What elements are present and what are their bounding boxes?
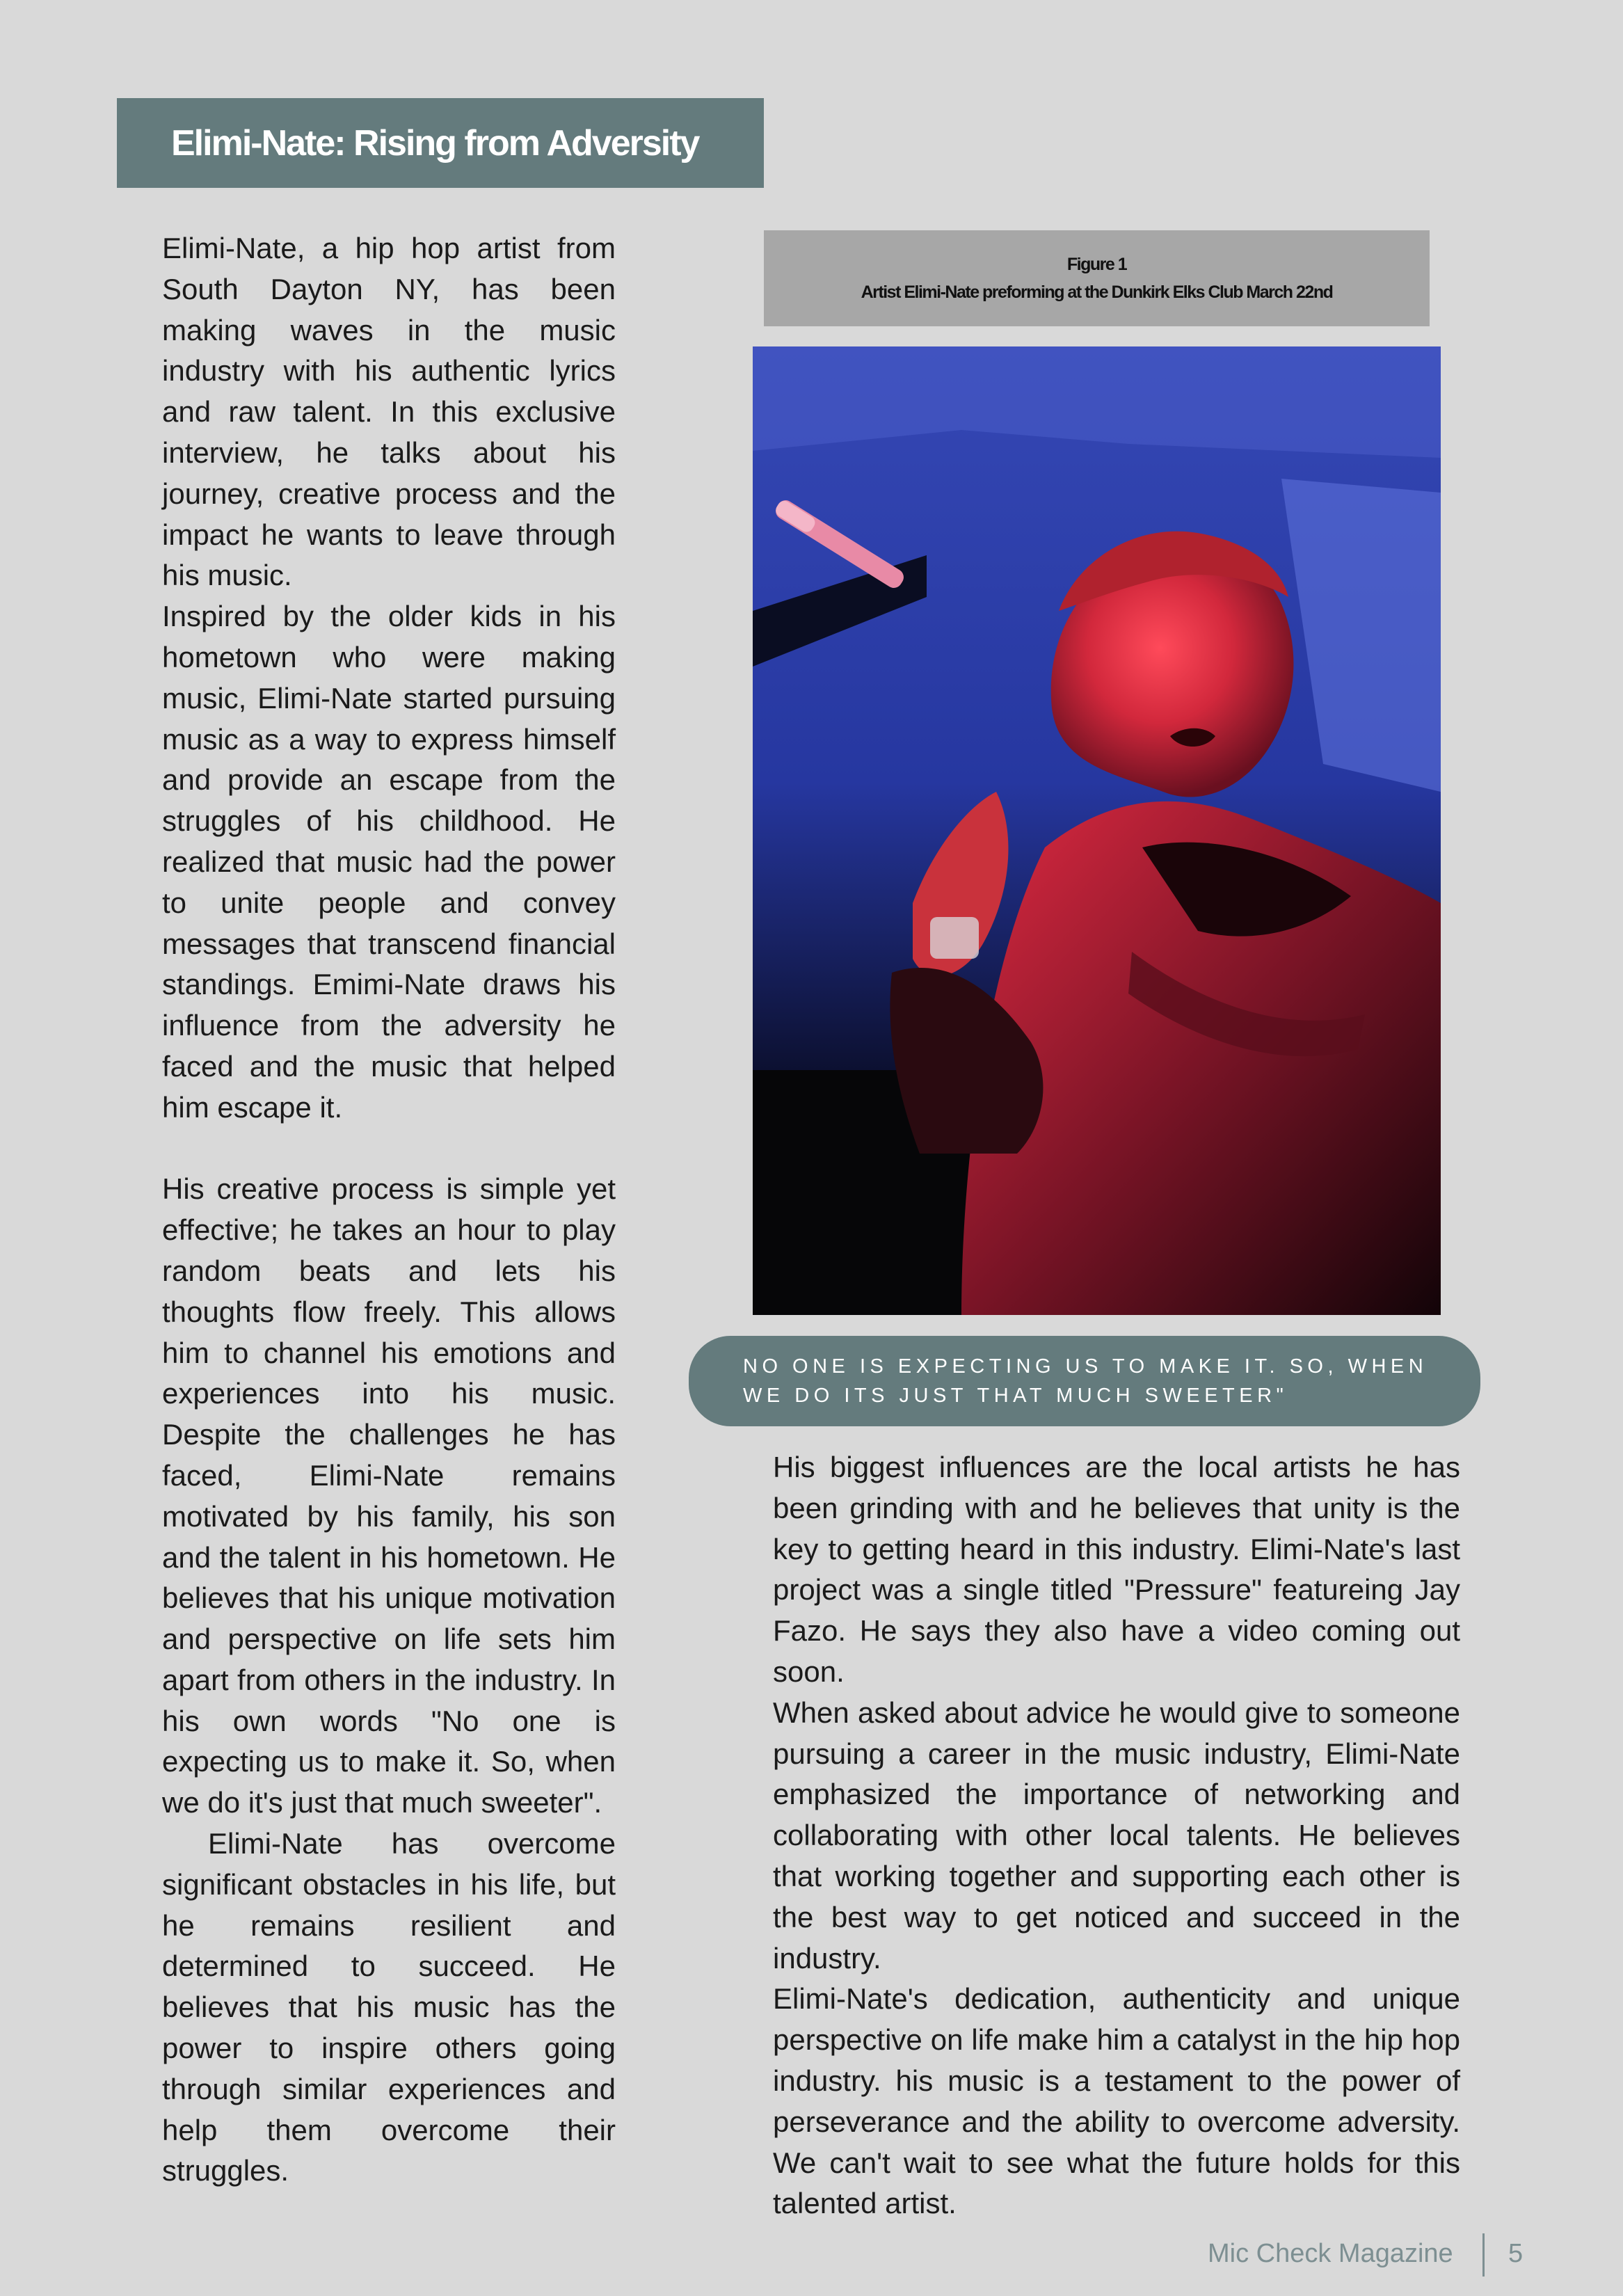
left-paragraph-2: Inspired by the older kids in his hometown who were making music, Elimi-Nate started pursuing music as a way to express himself and provide an escape from the struggles of his childhood. He realized that music had the power to unite people and convey messages that transcend financial standings. Emimi-Nate draws his influence from the adversity he faced and the music that helped him escape it. bbox=[162, 600, 616, 1124]
pull-quote bbox=[689, 1336, 1480, 1426]
footer-magazine-name: Mic Check Magazine bbox=[1208, 2239, 1453, 2268]
right-paragraph-2: When asked about advice he would give to someone pursuing a career in the music industry, Elimi-Nate emphasized the importance of networking and collaborating with other local talents. He believes that working together and supporting each other is the best way to get noticed and succeed in the industry. bbox=[773, 1696, 1460, 1975]
figure-caption bbox=[764, 230, 1430, 326]
artist-photo bbox=[753, 346, 1441, 1315]
pull-quote-line-1: NO ONE IS EXPECTING US TO MAKE IT. SO, WHEN bbox=[743, 1355, 1428, 1378]
figure-caption-text: Artist Elimi-Nate preforming at the Dunkirk Elks Club March 22nd bbox=[861, 282, 1333, 302]
left-paragraph-1: Elimi-Nate, a hip hop artist from South Dayton NY, has been making waves in the music industry with his authentic lyrics and raw talent. In this exclusive interview, he talks about his journey, creative process and the impact he wants to leave through his music. bbox=[162, 232, 616, 592]
left-paragraph-4: Elimi-Nate has overcome significant obstacles in his life, but he remains resilient and determined to succeed. He believes that his music has the power to inspire others going through similar experiences and help them overcome their struggles. bbox=[162, 1827, 616, 2187]
pull-quote-line-2: WE DO ITS JUST THAT MUCH SWEETER" bbox=[743, 1385, 1288, 1407]
performer-illustration bbox=[753, 346, 1441, 1315]
title-banner bbox=[117, 98, 764, 188]
left-column bbox=[162, 228, 616, 2192]
right-column bbox=[773, 1447, 1460, 2224]
right-paragraph-3: Elimi-Nate's dedication, authenticity and unique perspective on life make him a catalyst in the hip hop industry. his music is a testament to the power of perseverance and the ability to overcome adversity. We can't wait to see what the future holds for this talented artist. bbox=[773, 1982, 1460, 2220]
footer-divider bbox=[1482, 2233, 1485, 2277]
paragraph-spacer bbox=[162, 1129, 616, 1170]
left-paragraph-3: His creative process is simple yet effective; he takes an hour to play random beats and lets his thoughts flow freely. This allows him to channel his emotions and experiences into his music. Despite the challenges he has faced, Elimi-Nate remains motivated by his family, his son and the talent in his hometown. He believes that his unique motivation and perspective on life sets him apart from others in the industry. In his own words "No one is expecting us to make it. So, when we do it's just that much sweeter". bbox=[162, 1172, 616, 1819]
right-paragraph-1: His biggest influences are the local artists he has been grinding with and he believes that unity is the key to getting heard in this industry. Elimi-Nate's last project was a single titled "Pressure" featureing Jay Fazo. He says they also have a video coming out soon. bbox=[773, 1451, 1460, 1688]
footer-page-number: 5 bbox=[1508, 2239, 1524, 2268]
figure-label: Figure 1 bbox=[1066, 255, 1127, 274]
article-title: Elimi-Nate: Rising from Adversity bbox=[171, 122, 699, 164]
